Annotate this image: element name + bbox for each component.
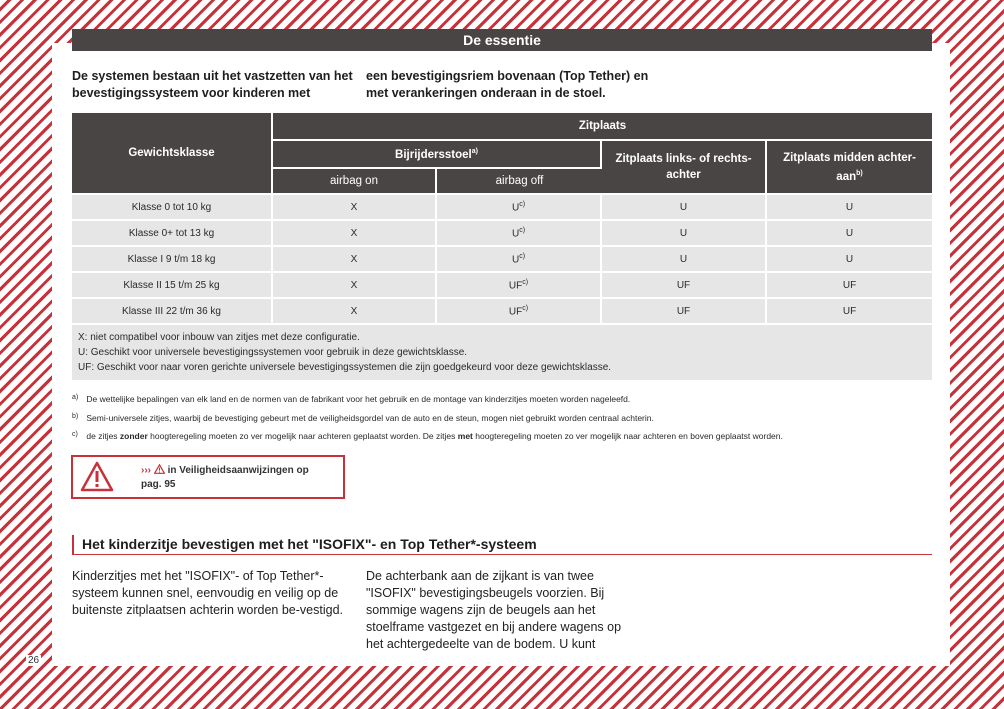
header-weight-class: Gewichtsklasse (72, 113, 273, 195)
table-row (72, 195, 932, 221)
header-seats: Zitplaats (273, 113, 932, 141)
legend-uf: UF: Geschikt voor naar voren gerichte universele bevestigingssystemen die zijn goedgekeurd voor deze gewichtsklasse. (78, 362, 612, 373)
cell-airbag-off: UF$^{c)}$ (437, 273, 602, 299)
cell-airbag-on: X (273, 273, 437, 299)
warning-reference-link[interactable] (141, 464, 331, 492)
cell-rear-middle: U (767, 247, 932, 273)
header-rear-side: Zitplaats links- of rechts-achter (602, 141, 767, 195)
header-rear-middle: Zitplaats midden achter-aan$^{b)}$ (767, 141, 932, 195)
cell-klasse: Klasse I 9 t/m 18 kg (72, 247, 273, 273)
cell-airbag-off: $U^{c)}$ (437, 195, 602, 221)
header-passenger-seat: Bijrijdersstoel$^{a)}$ (273, 141, 602, 169)
cell-airbag-on: X (273, 299, 437, 325)
section-heading: Het kinderzitje bevestigen met het "ISOFIX"- en Top Tether*-systeem (72, 535, 932, 555)
cell-rear-middle: U (767, 195, 932, 221)
chevron-icon: ››› (141, 465, 151, 476)
cell-rear-side: UF (602, 273, 767, 299)
page (28, 32, 950, 666)
cell-airbag-off: $U^{c)}$ (437, 221, 602, 247)
body-text-right: De achterbank aan de zijkant is van twee "ISOFIX" bevestigingsbeugels voorzien. Bij sommige wagens zijn de beugels aan het stoelframe vastgezet en bij andere wagens op het achtergedeelte van de bodem. U kunt (366, 569, 622, 651)
table-row (72, 299, 932, 325)
cell-airbag-off: $U^{c)}$ (437, 247, 602, 273)
cell-klasse: Klasse 0 tot 10 kg (72, 195, 273, 221)
legend-u: U: Geschikt voor universele bevestigingssystemen voor gebruik in deze gewichtsklasse. (78, 347, 468, 358)
cell-rear-side: U (602, 195, 767, 221)
cell-rear-middle: UF (767, 299, 932, 325)
safety-warning-box (71, 455, 345, 499)
section-banner: De essentie (72, 29, 932, 51)
cell-airbag-on: X (273, 247, 437, 273)
body-text-left: Kinderzitjes met het "ISOFIX"- of Top Tether*-systeem kunnen snel, eenvoudig en veilig op de buitenste zitplaatsen achterin worden be-vestigd. (72, 569, 343, 617)
cell-klasse: Klasse II 15 t/m 25 kg (72, 273, 273, 299)
intro-text-left: De systemen bestaan uit het vastzetten van het bevestigingssysteem voor kinderen met (72, 69, 353, 100)
warning-triangle-icon (80, 461, 114, 493)
table-row (72, 221, 932, 247)
legend-x: X: niet compatibel voor inbouw van zitjes met deze configuratie. (78, 332, 360, 343)
child-seat-table (72, 113, 932, 382)
warning-small-icon (154, 464, 165, 474)
cell-rear-side: U (602, 221, 767, 247)
header-airbag-off: airbag off (437, 169, 602, 195)
table-legend-row (72, 325, 932, 382)
footnote-b: $^{b)}$ Semi-universele zitjes, waarbij de bevestiging gebeurt met de veiligheidsgordel van de auto en de steun, mogen niet gebruikt worden centraal achterin. (72, 413, 654, 423)
table-row (72, 247, 932, 273)
table-legend (72, 325, 932, 382)
cell-airbag-off: UF$^{c)}$ (437, 299, 602, 325)
cell-airbag-on: X (273, 221, 437, 247)
cell-rear-side: UF (602, 299, 767, 325)
cell-airbag-on: X (273, 195, 437, 221)
warning-text: in Veiligheidsaanwijzingen op pag. 95 (141, 465, 309, 490)
header-airbag-on: airbag on (273, 169, 437, 195)
cell-rear-side: U (602, 247, 767, 273)
cell-klasse: Klasse 0+ tot 13 kg (72, 221, 273, 247)
table-row (72, 273, 932, 299)
cell-klasse: Klasse III 22 t/m 36 kg (72, 299, 273, 325)
intro-text-right: een bevestigingsriem bovenaan (Top Tether) en met verankeringen onderaan in de stoel. (366, 69, 649, 100)
cell-rear-middle: UF (767, 273, 932, 299)
footnote-c: $^{c)}$ de zitjes zonder hoogteregeling moeten zo ver mogelijk naar achteren geplaatst worden. De zitjes met hoogteregeling moeten zo ver mogelijk naar achteren en boven geplaatst worden. (72, 431, 783, 441)
page-number: 26 (28, 655, 40, 666)
footnote-a: $^{a)}$ De wettelijke bepalingen van elk land en de normen van de fabrikant voor het gebruik en de montage van kinderzitjes moeten worden nageleefd. (72, 394, 631, 404)
cell-rear-middle: U (767, 221, 932, 247)
